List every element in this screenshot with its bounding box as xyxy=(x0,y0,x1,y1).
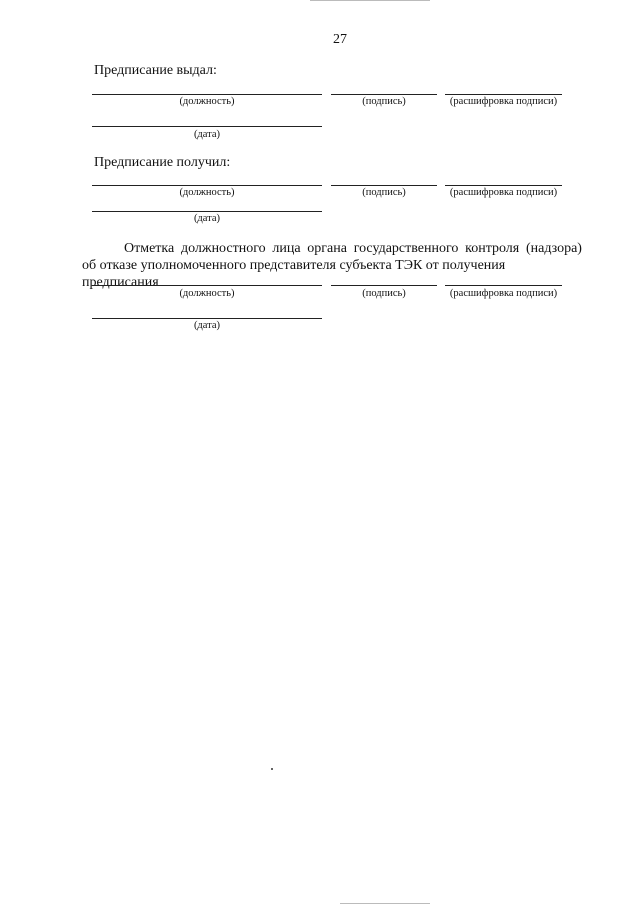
refusal-position-caption: (должность) xyxy=(179,288,235,299)
page-number: 27 xyxy=(333,32,347,47)
refusal-position-line xyxy=(92,285,322,286)
refusal-word: должностного xyxy=(180,241,266,256)
refusal-line-1 xyxy=(82,240,582,257)
received-position-caption: (должность) xyxy=(179,187,235,198)
refusal-line-2: об отказе уполномоченного представителя субъекта ТЭК от получения предписания xyxy=(82,258,506,290)
issued-position-line xyxy=(92,94,322,95)
issued-heading: Предписание выдал: xyxy=(94,63,217,78)
refusal-date-line xyxy=(92,318,322,319)
refusal-decoding-line xyxy=(445,285,562,286)
refusal-word: Отметка xyxy=(124,241,175,256)
received-position-line xyxy=(92,185,322,186)
refusal-word: (надзора) xyxy=(525,241,582,256)
received-signature-line xyxy=(331,185,437,186)
issued-signature-caption: (подпись) xyxy=(362,96,406,107)
refusal-word: органа xyxy=(307,241,347,256)
issued-decoding-caption: (расшифровка подписи) xyxy=(449,96,558,107)
refusal-paragraph xyxy=(82,240,582,291)
refusal-word: государственного xyxy=(353,241,459,256)
issued-date-caption: (дата) xyxy=(193,129,221,140)
scan-bottom-edge xyxy=(340,903,430,904)
received-date-caption: (дата) xyxy=(193,213,221,224)
issued-decoding-line xyxy=(445,94,562,95)
refusal-signature-line xyxy=(331,285,437,286)
refusal-signature-caption: (подпись) xyxy=(362,288,406,299)
received-decoding-line xyxy=(445,185,562,186)
issued-position-caption: (должность) xyxy=(179,96,235,107)
received-heading: Предписание получил: xyxy=(94,155,231,170)
received-date-line xyxy=(92,211,322,212)
refusal-word: контроля xyxy=(465,241,520,256)
refusal-date-caption: (дата) xyxy=(193,320,221,331)
received-decoding-caption: (расшифровка подписи) xyxy=(449,187,558,198)
issued-signature-line xyxy=(331,94,437,95)
scan-top-edge xyxy=(310,0,430,1)
scan-speck xyxy=(271,768,273,770)
received-signature-caption: (подпись) xyxy=(362,187,406,198)
refusal-word: лица xyxy=(272,241,301,256)
issued-date-line xyxy=(92,126,322,127)
refusal-decoding-caption: (расшифровка подписи) xyxy=(449,288,558,299)
